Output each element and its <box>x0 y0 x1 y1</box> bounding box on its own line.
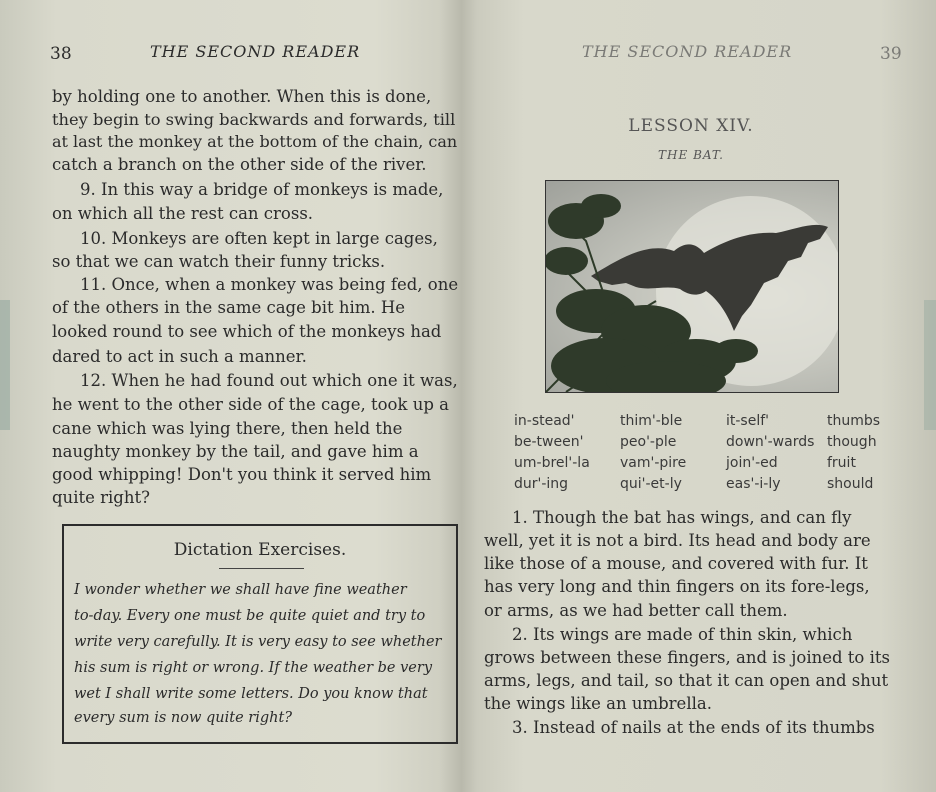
right-running-head: THE SECOND READER <box>582 42 793 61</box>
bat-illustration-svg <box>546 181 838 392</box>
dictation-line: every sum is now quite right? <box>74 710 293 726</box>
vocab-word: down'-wards <box>726 434 815 450</box>
right-text-line: arms, legs, and tail, so that it can open and shut <box>484 671 889 690</box>
vocab-word: thumbs <box>827 413 881 429</box>
vocab-word: um-brel'-la <box>514 455 590 471</box>
vocab-word: it-self' <box>726 413 770 429</box>
left-text-line: good whipping! Don't you think it served him <box>52 465 432 484</box>
right-page-number: 39 <box>880 44 902 64</box>
vocab-word: join'-ed <box>726 455 778 471</box>
left-text-line: naughty monkey by the tail, and gave him a <box>52 442 419 461</box>
right-text-line: 1. Though the bat has wings, and can fly <box>512 508 852 527</box>
dictation-line: wet I shall write some letters. Do you know that <box>74 686 428 702</box>
left-text-line: looked round to see which of the monkeys had <box>52 322 442 341</box>
dictation-title-rule <box>219 568 304 569</box>
dictation-line: to-day. Every one must be quite quiet and try to <box>74 608 426 624</box>
dictation-line: I wonder whether we shall have fine weather <box>74 582 407 598</box>
left-text-line: on which all the rest can cross. <box>52 204 314 223</box>
dictation-title: Dictation Exercises. <box>173 540 347 560</box>
vocab-word: be-tween' <box>514 434 584 450</box>
left-text-line: so that we can watch their funny tricks. <box>52 252 386 271</box>
vocab-word: peo'-ple <box>620 434 677 450</box>
bat-illustration <box>545 180 839 393</box>
left-text-line: 12. When he had found out which one it was, <box>80 371 458 390</box>
right-text-line: 3. Instead of nails at the ends of its thumbs <box>512 718 875 737</box>
vocab-word: dur'-ing <box>514 476 569 492</box>
left-text-line: of the others in the same cage bit him. He <box>52 298 406 317</box>
vocab-word: should <box>827 476 874 492</box>
lesson-title: LESSON XIV. <box>628 116 754 136</box>
left-text-line: dared to act in such a manner. <box>52 347 307 366</box>
left-text-line: 11. Once, when a monkey was being fed, one <box>80 275 459 294</box>
right-text-line: 2. Its wings are made of thin skin, which <box>512 625 853 644</box>
lesson-subtitle: THE BAT. <box>658 148 724 162</box>
left-page-edge <box>0 300 10 430</box>
left-text-line: catch a branch on the other side of the river. <box>52 155 427 174</box>
right-text-line: or arms, as we had better call them. <box>484 601 788 620</box>
left-text-line: 9. In this way a bridge of monkeys is made, <box>80 180 444 199</box>
right-text-line: the wings like an umbrella. <box>484 694 712 713</box>
right-text-line: well, yet it is not a bird. Its head and body are <box>484 531 871 550</box>
dictation-line: write very carefully. It is very easy to see whether <box>74 634 442 650</box>
left-running-head: THE SECOND READER <box>150 42 361 61</box>
left-text-line: at last the monkey at the bottom of the chain, can <box>52 132 458 151</box>
vocab-word: in-stead' <box>514 413 575 429</box>
left-page-number: 38 <box>50 44 72 64</box>
vocab-word: though <box>827 434 877 450</box>
left-text-line: he went to the other side of the cage, took up a <box>52 395 449 414</box>
vocab-word: qui'-et-ly <box>620 476 682 492</box>
vocab-word: fruit <box>827 455 856 471</box>
left-text-line: 10. Monkeys are often kept in large cages, <box>80 229 438 248</box>
right-page-edge <box>924 300 936 430</box>
dictation-box <box>62 524 458 744</box>
right-text-line: grows between these fingers, and is joined to its <box>484 648 890 667</box>
vocab-word: eas'-i-ly <box>726 476 781 492</box>
dictation-line: his sum is right or wrong. If the weather be very <box>74 660 433 676</box>
left-text-line: they begin to swing backwards and forwards, till <box>52 110 456 129</box>
left-text-line: by holding one to another. When this is done, <box>52 87 432 106</box>
right-text-line: has very long and thin fingers on its fore-legs, <box>484 577 870 596</box>
left-text-line: quite right? <box>52 488 150 507</box>
left-text-line: cane which was lying there, then held the <box>52 419 403 438</box>
vocab-word: vam'-pire <box>620 455 687 471</box>
vocab-word: thim'-ble <box>620 413 683 429</box>
right-text-line: like those of a mouse, and covered with fur. It <box>484 554 868 573</box>
